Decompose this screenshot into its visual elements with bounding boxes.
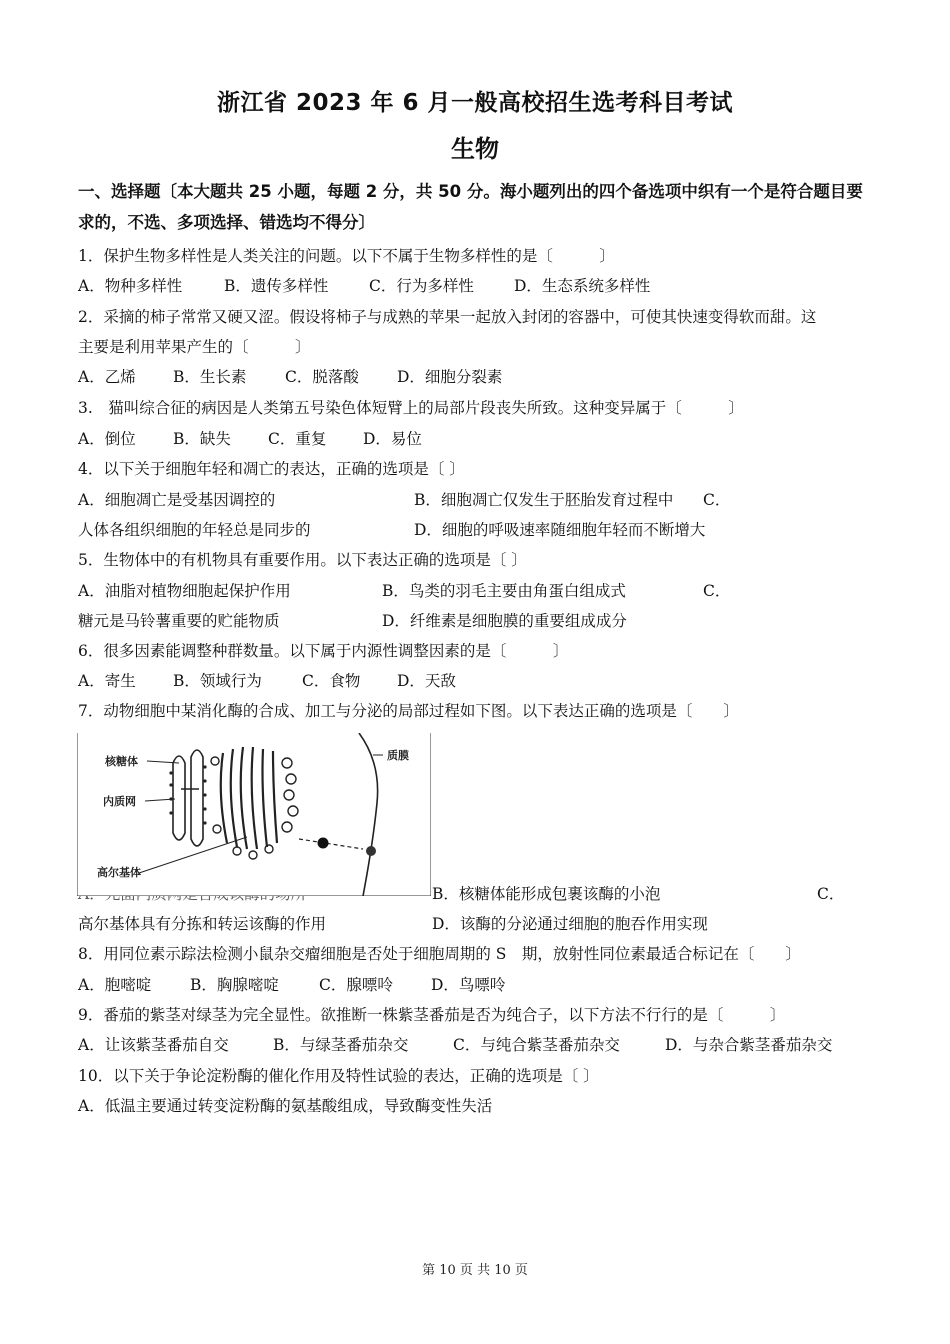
question-7-option-b: B．核糖体能形成包裹该酶的小泡 <box>432 885 661 903</box>
question-2-option-c: C．脱落酸 <box>285 368 359 386</box>
question-4-option-b: B．细胞凋亡仅发生于胚胎发育过程中 <box>414 491 674 509</box>
question-5-option-b: B．鸟类的羽毛主要由角蛋白组成式 <box>382 582 626 600</box>
question-2-option-d: D．细胞分裂素 <box>397 368 503 386</box>
label-membrane: 质膜 <box>387 749 409 762</box>
ribosome-dot <box>203 821 206 824</box>
question-1-option-a: A．物种多样性 <box>78 277 183 295</box>
secretory-vesicle <box>318 838 329 849</box>
subject-title: 生物 <box>451 135 499 163</box>
secretion-diagram <box>77 733 431 896</box>
question-10-stem: 10．以下关于争论淀粉酶的催化作用及特性试验的表达，正确的选项是〔 〕 <box>78 1067 599 1085</box>
ribosome-dot <box>169 811 172 814</box>
question-3-option-d: D．易位 <box>363 430 422 448</box>
question-6-option-c: C．食物 <box>302 672 361 690</box>
exam-title: 浙江省 2023 年 6 月一般高校招生选考科目考试 <box>216 90 734 116</box>
question-7-option-d: D．该酶的分泌通过细胞的胞吞作用实现 <box>432 915 708 933</box>
question-7-option-c-prefix: C． <box>817 885 845 903</box>
ribosome-dot <box>203 793 206 796</box>
question-3-option-b: B．缺失 <box>173 430 231 448</box>
question-2-option-b: B．生长素 <box>173 368 247 386</box>
question-1-stem: 1．保护生物多样性是人类关注的问题。以下不属于生物多样性的是〔 〕 <box>78 247 615 265</box>
question-5-option-a: A．油脂对植物细胞起保护作用 <box>78 582 291 600</box>
question-3-option-a: A．倒位 <box>78 430 136 448</box>
question-5-option-c-prefix: C． <box>703 582 731 600</box>
question-1-option-b: B．遗传多样性 <box>224 277 329 295</box>
question-3-option-c: C．重复 <box>268 430 327 448</box>
question-9-option-d: D．与杂合紫茎番茄杂交 <box>665 1036 833 1054</box>
ribosome-dot <box>169 797 172 800</box>
label-ribosome: 核糖体 <box>105 755 138 768</box>
label-golgi: 高尔基体 <box>97 866 141 879</box>
page-footer: 第 10 页 共 10 页 <box>422 1263 528 1278</box>
question-8-option-a: A．胞嘧啶 <box>78 976 152 994</box>
ribosome-dot <box>169 771 172 774</box>
question-2-option-a: A．乙烯 <box>78 368 136 386</box>
question-6-option-d: D．天敌 <box>397 672 456 690</box>
question-8-stem: 8．用同位素示踪法检测小鼠杂交瘤细胞是否处于细胞周期的 S 期，放射性同位素最适合标记在〔 〕 <box>78 945 801 963</box>
question-8-option-b: B．胸腺嘧啶 <box>190 976 279 994</box>
ribosome-dot <box>203 765 206 768</box>
question-4-option-c-prefix: C． <box>703 491 731 509</box>
question-7-option-c: 高尔基体具有分拣和转运该酶的作用 <box>78 915 327 933</box>
question-5-option-d: D．纤维素是细胞膜的重要组成成分 <box>382 612 627 630</box>
question-3-stem: 3. 猫叫综合征的病因是人类第五号染色体短臂上的局部片段丧失所致。这种变异属于〔 〕 <box>78 399 744 417</box>
question-5-option-c: 糖元是马铃薯重要的贮能物质 <box>78 612 280 630</box>
ribosome-dot <box>203 779 206 782</box>
question-9-option-b: B．与绿茎番茄杂交 <box>273 1036 409 1054</box>
question-1-option-c: C．行为多样性 <box>369 277 474 295</box>
section-heading: 一、选择题〔本大题共 25 小题，每题 2 分，共 50 分。海小题列出的四个备选项中织有一个是符合题目要求的，不选、多项选择、错选均不得分〕 <box>78 182 863 232</box>
question-7-stem: 7．动物细胞中某消化酶的合成、加工与分泌的局部过程如下图。以下表达正确的选项是〔 〕 <box>78 702 739 720</box>
question-4-option-d: D．细胞的呼吸速率随细胞年轻而不断增大 <box>414 521 706 539</box>
question-8-option-c: C．腺嘌呤 <box>319 976 393 994</box>
question-6-stem: 6．很多因素能调整种群数量。以下属于内源性调整因素的是〔 〕 <box>78 642 569 660</box>
question-8-option-d: D．鸟嘌呤 <box>431 976 506 994</box>
question-4-option-c: 人体各组织细胞的年轻总是同步的 <box>78 521 311 539</box>
ribosome-dot <box>169 783 172 786</box>
question-9-option-a: A．让该紫茎番茄自交 <box>78 1036 229 1054</box>
ribosome-dot <box>203 807 206 810</box>
question-10-option-a: A．低温主要通过转变淀粉酶的氨基酸组成，导致酶变性失活 <box>78 1097 493 1115</box>
label-er: 内质网 <box>103 795 136 808</box>
question-9-option-c: C．与纯合紫茎番茄杂交 <box>453 1036 620 1054</box>
question-4-option-a: A．细胞凋亡是受基因调控的 <box>78 491 276 509</box>
question-5-stem: 5．生物体中的有机物具有重要作用。以下表达正确的选项是〔 〕 <box>78 551 527 569</box>
question-4-stem: 4．以下关于细胞年轻和凋亡的表达，正确的选项是〔 〕 <box>78 460 465 478</box>
question-6-option-a: A．寄生 <box>78 672 136 690</box>
question-2-stem-line2: 主要是利用苹果产生的〔 〕 <box>78 338 311 356</box>
question-9-stem: 9．番茄的紫茎对绿茎为完全显性。欲推断一株紫茎番茄是否为纯合子，以下方法不行行的是〔 〕 <box>78 1006 786 1024</box>
exocytosis-vesicle <box>366 846 376 856</box>
question-1-option-d: D．生态系统多样性 <box>514 277 651 295</box>
question-6-option-b: B．领域行为 <box>173 672 262 690</box>
question-2-stem-line1: 2．采摘的柿子常常又硬又涩。假设将柿子与成熟的苹果一起放入封闭的容器中，可使其快速变得软而甜。这 <box>78 308 817 326</box>
